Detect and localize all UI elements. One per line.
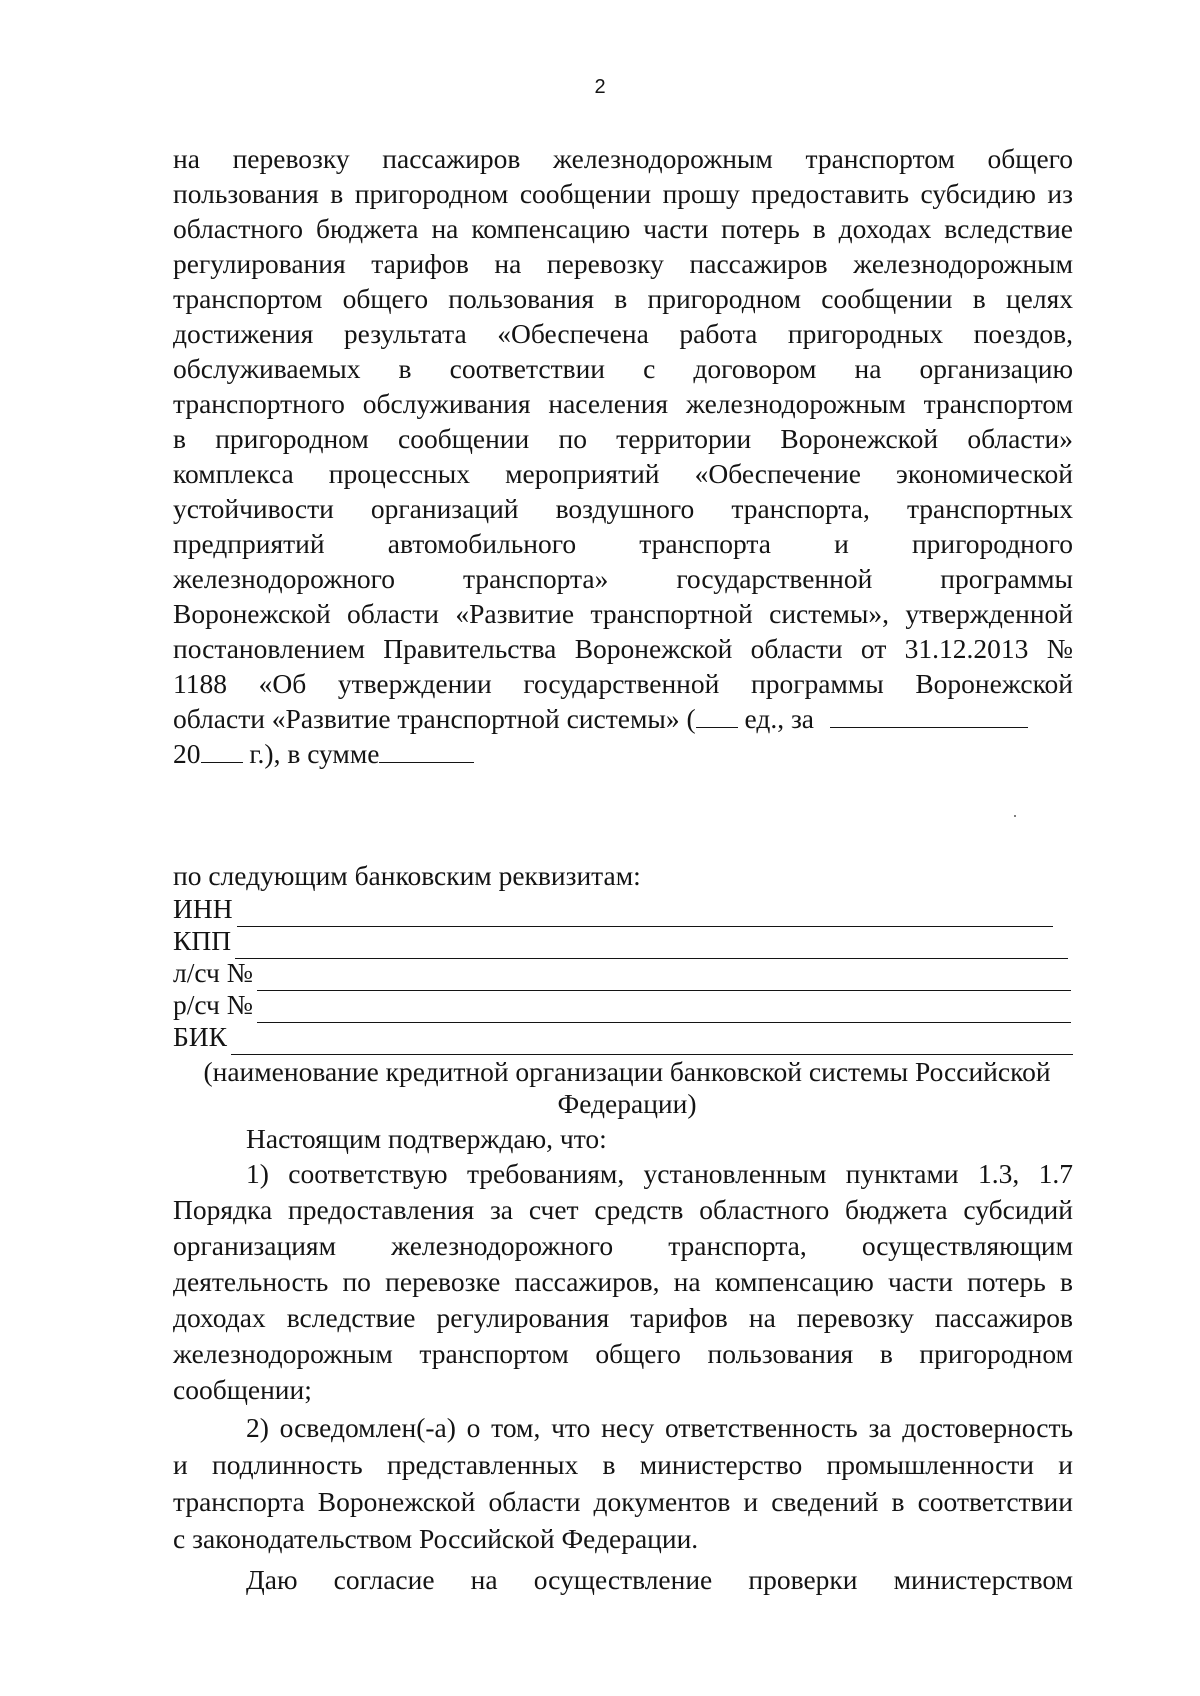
paragraph-line: устойчивости организаций воздушного транспорта, транспортных <box>173 493 1073 524</box>
paragraph-line: на перевозку пассажиров железнодорожным транспортом общего <box>173 143 1073 174</box>
paragraph-line: Воронежской области «Развитие транспортной системы», утвержденной <box>173 598 1073 629</box>
paragraph-line: транспортом общего пользования в пригородном сообщении в целях <box>173 283 1073 314</box>
paragraph-line: железнодорожного транспорта» государственной программы <box>173 563 1073 594</box>
bik-input[interactable] <box>231 1028 1073 1055</box>
personal-account-field <box>173 955 1071 991</box>
paragraph-line: транспортного обслуживания населения железнодорожным транспортом <box>173 388 1073 419</box>
item2-line: транспорта Воронежской области документов и сведений в соответствии <box>173 1486 1073 1517</box>
item2-line: и подлинность представленных в министерство промышленности и <box>173 1449 1073 1480</box>
personal-account-label: л/сч № <box>173 957 253 988</box>
bank-intro: по следующим банковским реквизитам: <box>173 860 641 891</box>
paragraph-line: постановлением Правительства Воронежской области от 31.12.2013 № <box>173 633 1073 664</box>
item2-line: 2) осведомлен(-а) о том, что несу ответственность за достоверность <box>246 1412 1073 1443</box>
item1-line: организациям железнодорожного транспорта, осуществляющим <box>173 1230 1073 1261</box>
item1-line: 1) соответствую требованиям, установленным пунктами 1.3, 1.7 <box>246 1158 1073 1189</box>
sum-blank[interactable] <box>379 738 474 763</box>
year-prefix: 20 <box>173 738 201 769</box>
bank-caption: Федерации) <box>557 1088 697 1119</box>
consent-line: Даю согласие на осуществление проверки министерством <box>246 1564 1073 1595</box>
paragraph-text: г.), в сумме <box>242 738 380 769</box>
paragraph-line: обслуживаемых в соответствии с договором на организацию <box>173 353 1073 384</box>
inn-label: ИНН <box>173 893 233 924</box>
item2-line: с законодательством Российской Федерации. <box>173 1523 699 1554</box>
item1-line: деятельность по перевозке пассажиров, на компенсацию части потерь в <box>173 1266 1073 1297</box>
item1-line: доходах вследствие регулирования тарифов на перевозку пассажиров <box>173 1302 1073 1333</box>
kpp-field <box>173 923 1068 959</box>
settlement-account-label: р/сч № <box>173 989 253 1020</box>
paragraph-line: регулирования тарифов на перевозку пассажиров железнодорожным <box>173 248 1073 279</box>
paragraph-text: ед., за <box>737 703 815 734</box>
quantity-blank[interactable] <box>696 703 738 728</box>
confirm-intro: Настоящим подтверждаю, что: <box>246 1123 607 1154</box>
paragraph-line: достижения результата «Обеспечена работа пригородных поездов, <box>173 318 1073 349</box>
year-blank[interactable] <box>201 738 243 763</box>
item1-line: Порядка предоставления за счет средств областного бюджета субсидий <box>173 1194 1073 1225</box>
page-number: 2 <box>594 76 606 98</box>
item1-line: сообщении; <box>173 1374 312 1405</box>
bik-field <box>173 1019 1073 1055</box>
paragraph-line: в пригородном сообщении по территории Воронежской области» <box>173 423 1073 454</box>
year-sum-line <box>173 736 1073 772</box>
paragraph-line: 1188 «Об утверждении государственной программы Воронежской <box>173 668 1073 699</box>
kpp-label: КПП <box>173 925 232 956</box>
speck <box>1014 815 1016 817</box>
quantity-period-line <box>173 701 1073 737</box>
bank-caption: (наименование кредитной организации банковской системы Российской <box>203 1056 1051 1087</box>
period-blank[interactable] <box>830 703 1028 728</box>
paragraph-line: предприятий автомобильного транспорта и пригородного <box>173 528 1073 559</box>
settlement-account-field <box>173 987 1071 1023</box>
inn-field <box>173 891 1053 927</box>
paragraph-line: комплекса процессных мероприятий «Обеспечение экономической <box>173 458 1073 489</box>
paragraph-line: областного бюджета на компенсацию части потерь в доходах вследствие <box>173 213 1073 244</box>
item1-line: железнодорожным транспортом общего пользования в пригородном <box>173 1338 1073 1369</box>
bik-label: БИК <box>173 1021 227 1052</box>
paragraph-text: области «Развитие транспортной системы» ( <box>173 703 696 734</box>
paragraph-line: пользования в пригородном сообщении прошу предоставить субсидию из <box>173 178 1073 209</box>
